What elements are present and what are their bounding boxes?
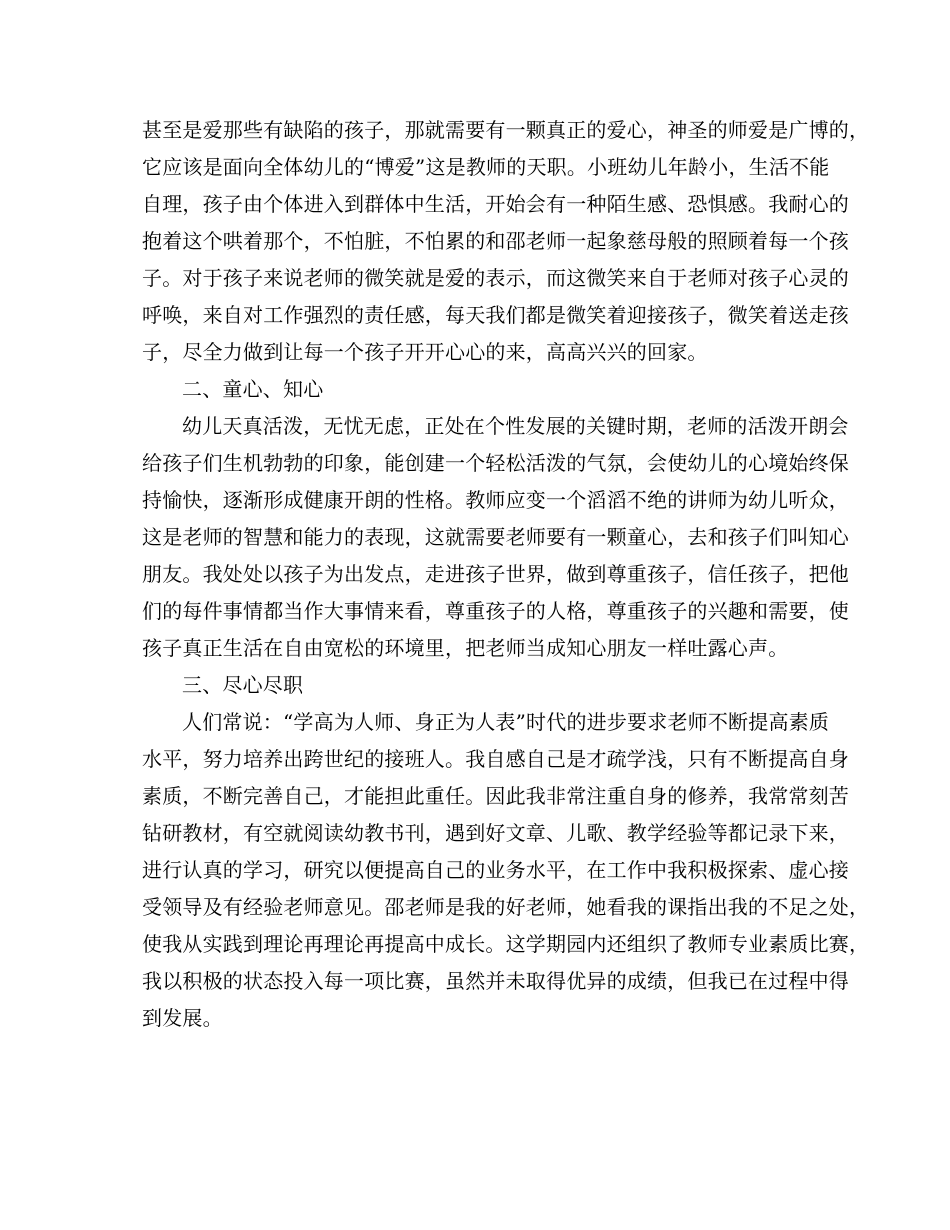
text-line: 它应该是面向全体幼儿的“博爱”这是教师的天职。小班幼儿年龄小，生活不能 [142, 155, 830, 179]
text-line: 水平，努力培养出跨世纪的接班人。我自感自己是才疏学浅，只有不断提高自身 [142, 747, 849, 771]
text-line: 给孩子们生机勃勃的印象，能创建一个轻松活泼的气氛，会使幼儿的心境始终保 [142, 451, 849, 475]
section-heading: 三、尽心尽职 [182, 673, 304, 697]
text-line: 持愉快，逐渐形成健康开朗的性格。教师应变一个滔滔不绝的讲师为幼儿听众， [142, 488, 849, 512]
text-line: 朋友。我处处以孩子为出发点，走进孩子世界，做到尊重孩子，信任孩子，把他 [142, 562, 849, 586]
text-line: 呼唤，来自对工作强烈的责任感，每天我们都是微笑着迎接孩子，微笑着送走孩 [142, 303, 849, 327]
text-line: 子，尽全力做到让每一个孩子开开心心的来，高高兴兴的回家。 [142, 340, 708, 364]
paragraph-childlike-heart [142, 408, 849, 667]
text-line: 我以积极的状态投入每一项比赛，虽然并未取得优异的成绩，但我已在过程中得 [142, 969, 849, 993]
text-line: 受领导及有经验老师意见。邵老师是我的好老师，她看我的课指出我的不足之处， [142, 895, 870, 919]
text-line: 孩子真正生活在自由宽松的环境里，把老师当成知心朋友一样吐露心声。 [142, 636, 789, 660]
text-line: 们的每件事情都当作大事情来看，尊重孩子的人格，尊重孩子的兴趣和需要，使 [142, 599, 849, 623]
text-line: 幼儿天真活泼，无忧无虑，正处在个性发展的关键时期，老师的活泼开朗会 [182, 414, 849, 438]
document-body [142, 112, 870, 1037]
text-line: 使我从实践到理论再理论再提高中成长。这学期园内还组织了教师专业素质比赛， [142, 932, 870, 956]
text-line: 自理，孩子由个体进入到群体中生活，开始会有一种陌生感、恐惧感。我耐心的 [142, 192, 849, 216]
text-line: 素质，不断完善自己，才能担此重任。因此我非常注重自身的修养，我常常刻苦 [142, 784, 849, 808]
text-line: 到发展。 [142, 1006, 223, 1030]
paragraph-dedication [142, 704, 870, 1037]
section-heading: 二、童心、知心 [182, 377, 324, 401]
text-line: 抱着这个哄着那个，不怕脏，不怕累的和邵老师一起象慈母般的照顾着每一个孩 [142, 229, 849, 253]
text-line: 子。对于孩子来说老师的微笑就是爱的表示，而这微笑来自于老师对孩子心灵的 [142, 266, 849, 290]
text-line: 甚至是爱那些有缺陷的孩子，那就需要有一颗真正的爱心，神圣的师爱是广博的， [142, 118, 870, 142]
text-line: 进行认真的学习，研究以便提高自己的业务水平，在工作中我积极探索、虚心接 [142, 858, 849, 882]
paragraph-love [142, 112, 870, 371]
text-line: 人们常说：“学高为人师、身正为人表”时代的进步要求老师不断提高素质 [182, 710, 830, 734]
text-line: 钻研教材，有空就阅读幼教书刊，遇到好文章、儿歌、教学经验等都记录下来， [142, 821, 849, 845]
text-line: 这是老师的智慧和能力的表现，这就需要老师要有一颗童心，去和孩子们叫知心 [142, 525, 849, 549]
